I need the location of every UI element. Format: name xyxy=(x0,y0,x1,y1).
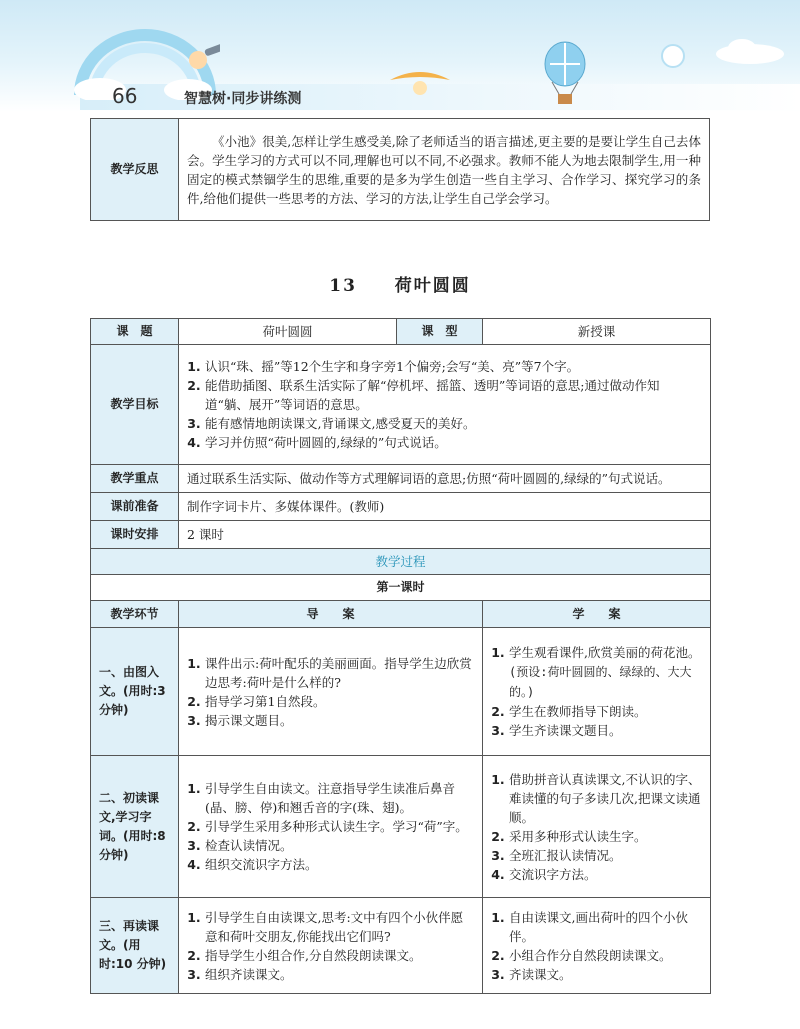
study-item xyxy=(509,643,702,702)
guide-cell xyxy=(179,898,483,994)
guide-list xyxy=(187,779,474,874)
stage-cell: 三、再读课文。(用时:10 分钟) xyxy=(91,898,179,994)
cloud-icon xyxy=(710,36,790,66)
hours-label: 课时安排 xyxy=(91,521,179,549)
sun-icon xyxy=(655,38,691,74)
hot-air-balloon-icon xyxy=(540,40,590,106)
prep-value: 制作字词卡片、多媒体课件。(教师) xyxy=(179,493,711,521)
process-heading: 教学过程 xyxy=(91,549,711,575)
study-item-text: 学生观看课件,欣赏美丽的荷花池。 xyxy=(509,645,701,660)
guide-item: 1. 引导学生自由读文。注意指导学生读准后鼻音(晶、膀、停)和翘舌音的字(珠、翅)。 xyxy=(205,779,474,817)
prep-label: 课前准备 xyxy=(91,493,179,521)
study-item: 2. 小组合作分自然段朗读课文。 xyxy=(509,946,702,965)
study-item: 1. 自由读课文,画出荷叶的四个小伙伴。 xyxy=(509,908,702,946)
hours-value: 2 课时 xyxy=(179,521,711,549)
guide-item: 2. 指导学生小组合作,分自然段朗读课文。 xyxy=(205,946,474,965)
study-item-hint: (预设:荷叶圆圆的、绿绿的、大大的。) xyxy=(509,665,692,699)
page-header xyxy=(0,0,800,112)
reflection-text: 《小池》很美,怎样让学生感受美,除了老师适当的语言描述,更主要的是要让学生自己去体会。学生学习的方式可以不同,理解也可以不同,不必强求。教师不能人为地去限制学生,用一种固定的模式禁锢学生的思维,重要的是多为学生创造一些自主学习、合作学习、探究学习的条件,给他们提供一些思考的方法、学习的方法,让学生自己学会学习。 xyxy=(179,119,710,221)
study-item: 2. 采用多种形式认读生字。 xyxy=(509,827,702,846)
study-item: 3. 全班汇报认读情况。 xyxy=(509,846,702,865)
type-label: 课 型 xyxy=(397,319,483,345)
type-value: 新授课 xyxy=(483,319,711,345)
reflection-table xyxy=(90,118,710,221)
reflection-label: 教学反思 xyxy=(91,119,179,221)
col-stage: 教学环节 xyxy=(91,601,179,628)
guide-list xyxy=(187,654,474,730)
topic-value: 荷叶圆圆 xyxy=(179,319,397,345)
stage-cell: 一、由图入文。(用时:3 分钟) xyxy=(91,628,179,756)
guide-item: 1. 课件出示:荷叶配乐的美丽画面。指导学生边欣赏边思考:荷叶是什么样的? xyxy=(205,654,474,692)
guide-cell xyxy=(179,756,483,898)
series-title: 智慧树·同步讲练测 xyxy=(184,91,302,107)
col-study: 学 案 xyxy=(483,601,711,628)
guide-item: 2. 引导学生采用多种形式认读生字。学习“荷”字。 xyxy=(205,817,474,836)
study-item: 2. 学生在教师指导下朗读。 xyxy=(509,702,702,721)
study-cell xyxy=(483,756,711,898)
study-item: 3. 齐读课文。 xyxy=(509,965,702,984)
lesson-name: 荷叶圆圆 xyxy=(394,276,471,296)
focus-value: 通过联系生活实际、做动作等方式理解词语的意思;仿照“荷叶圆圆的,绿绿的”句式说话。 xyxy=(179,465,711,493)
glider-icon xyxy=(385,62,455,102)
period-heading: 第一课时 xyxy=(91,575,711,601)
lesson-plan-table xyxy=(90,318,711,994)
goal-item: 1. 认识“珠、摇”等12个生字和身字旁1个偏旁;会写“美、亮”等7个字。 xyxy=(205,357,702,376)
guide-item: 1. 引导学生自由读课文,思考:文中有四个小伙伴愿意和荷叶交朋友,你能找出它们吗? xyxy=(205,908,474,946)
goal-item: 3. 能有感情地朗读课文,背诵课文,感受夏天的美好。 xyxy=(205,414,702,433)
study-list xyxy=(491,770,702,884)
guide-item: 3. 组织齐读课文。 xyxy=(205,965,474,984)
goal-item: 4. 学习并仿照“荷叶圆圆的,绿绿的”句式说话。 xyxy=(205,433,702,452)
topic-label: 课 题 xyxy=(91,319,179,345)
focus-label: 教学重点 xyxy=(91,465,179,493)
page-number: 66 xyxy=(112,84,138,108)
goal-item: 2. 能借助插图、联系生活实际了解“停机坪、摇篮、透明”等词语的意思;通过做动作知道“躺、展开”等词语的意思。 xyxy=(205,376,702,414)
study-list xyxy=(491,643,702,740)
guide-item: 4. 组织交流识字方法。 xyxy=(205,855,474,874)
study-item: 3. 学生齐读课文题目。 xyxy=(509,721,702,740)
study-item: 4. 交流识字方法。 xyxy=(509,865,702,884)
col-guide: 导 案 xyxy=(179,601,483,628)
guide-cell xyxy=(179,628,483,756)
guide-list xyxy=(187,908,474,984)
guide-item: 2. 指导学习第1自然段。 xyxy=(205,692,474,711)
goals-list xyxy=(187,357,702,452)
study-cell xyxy=(483,628,711,756)
lesson-title xyxy=(0,271,800,296)
lesson-number: 13 xyxy=(329,276,357,296)
guide-item: 3. 揭示课文题目。 xyxy=(205,711,474,730)
study-list xyxy=(491,908,702,984)
stage-cell: 二、初读课文,学习字词。(用时:8 分钟) xyxy=(91,756,179,898)
goals-cell xyxy=(179,345,711,465)
goals-label: 教学目标 xyxy=(91,345,179,465)
guide-item: 3. 检查认读情况。 xyxy=(205,836,474,855)
study-item: 1. 借助拼音认真读课文,不认识的字、难读懂的句子多读几次,把课文读通顺。 xyxy=(509,770,702,827)
study-cell xyxy=(483,898,711,994)
